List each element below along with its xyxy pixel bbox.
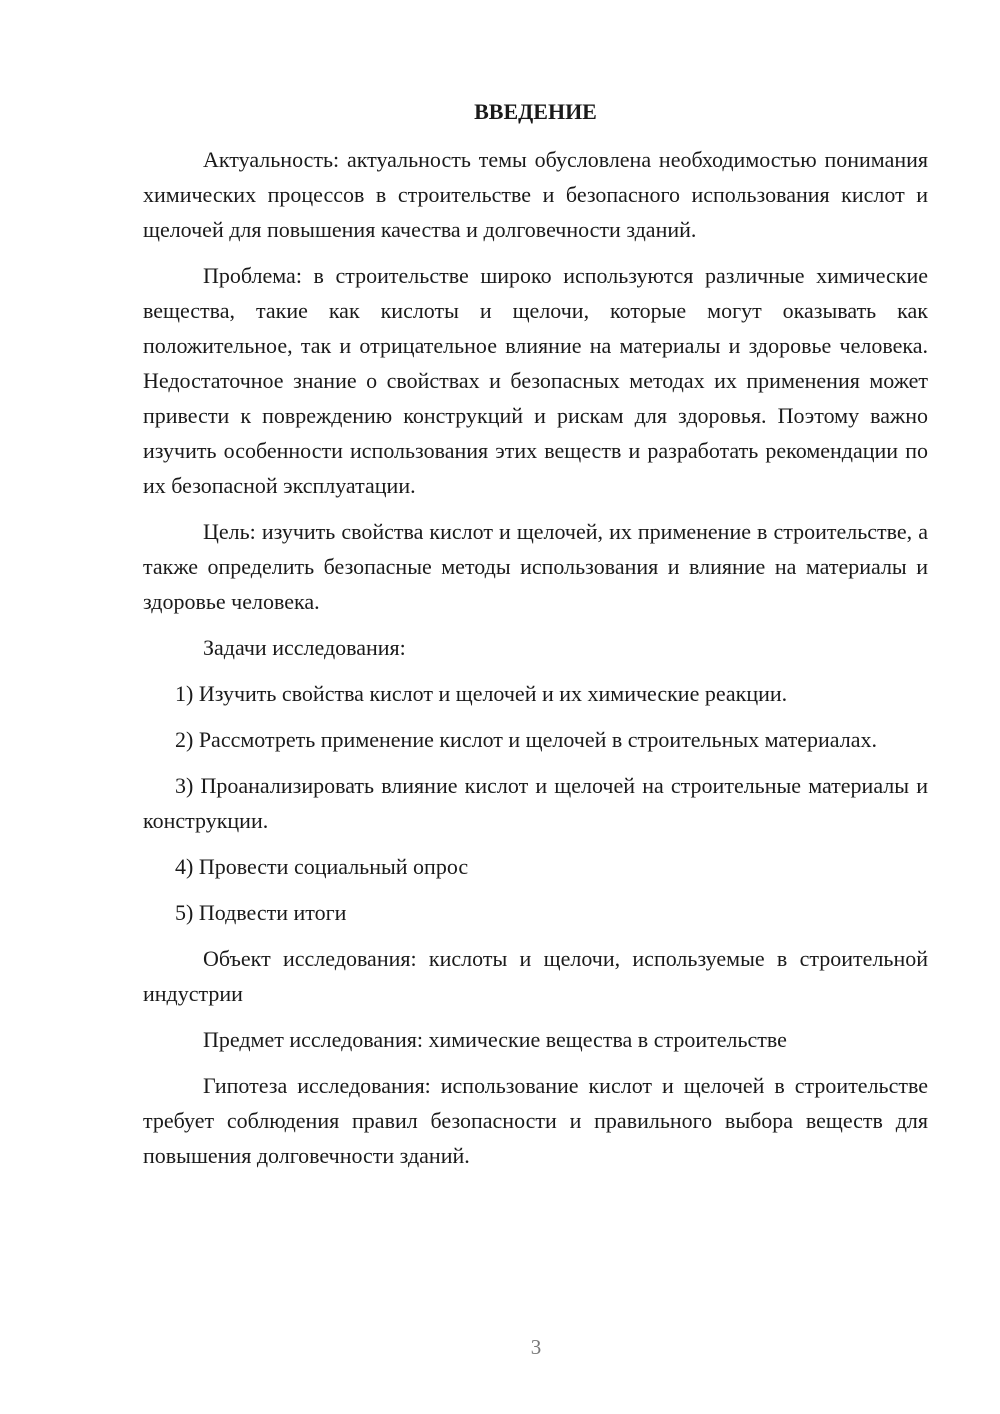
paragraph-relevance: Актуальность: актуальность темы обусловлена необходимостью понимания химических процессов в строительстве и безопасного использования кислот и щелочей для повышения качества и долговечности зданий.	[143, 147, 928, 242]
task-item: 4) Провести социальный опрос	[175, 854, 469, 879]
task-item: 5) Подвести итоги	[175, 900, 347, 925]
paragraph-object: Объект исследования: кислоты и щелочи, используемые в строительной индустрии	[143, 946, 928, 1006]
paragraph-hypothesis: Гипотеза исследования: использование кислот и щелочей в строительстве требует соблюдения правил безопасности и правильного выбора веществ для повышения долговечности зданий.	[143, 1073, 928, 1168]
paragraph-goal: Цель: изучить свойства кислот и щелочей, их применение в строительстве, а также определить безопасные методы использования и влияние на материалы и здоровье человека.	[143, 519, 928, 614]
paragraph-subject: Предмет исследования: химические вещества в строительстве	[203, 1027, 787, 1052]
task-item: 3) Проанализировать влияние кислот и щелочей на строительные материалы и конструкции.	[143, 773, 928, 833]
paragraph-problem: Проблема: в строительстве широко используются различные химические вещества, такие как кислоты и щелочи, которые могут оказывать как положительное, так и отрицательное влияние на материалы и здоровье человека. Недостаточное знание о свойствах и безопасных методах их применения может привести к повреждению конструкций и рискам для здоровья. Поэтому важно изучить особенности использования этих веществ и разработать рекомендации по их безопасной эксплуатации.	[143, 263, 928, 498]
tasks-heading: Задачи исследования:	[203, 635, 406, 660]
body-text	[143, 142, 928, 1184]
task-item: 1) Изучить свойства кислот и щелочей и их химические реакции.	[175, 681, 788, 706]
section-title: ВВЕДЕНИЕ	[474, 99, 597, 124]
page-number: 3	[530, 1335, 542, 1359]
task-item: 2) Рассмотреть применение кислот и щелочей в строительных материалах.	[175, 727, 877, 752]
